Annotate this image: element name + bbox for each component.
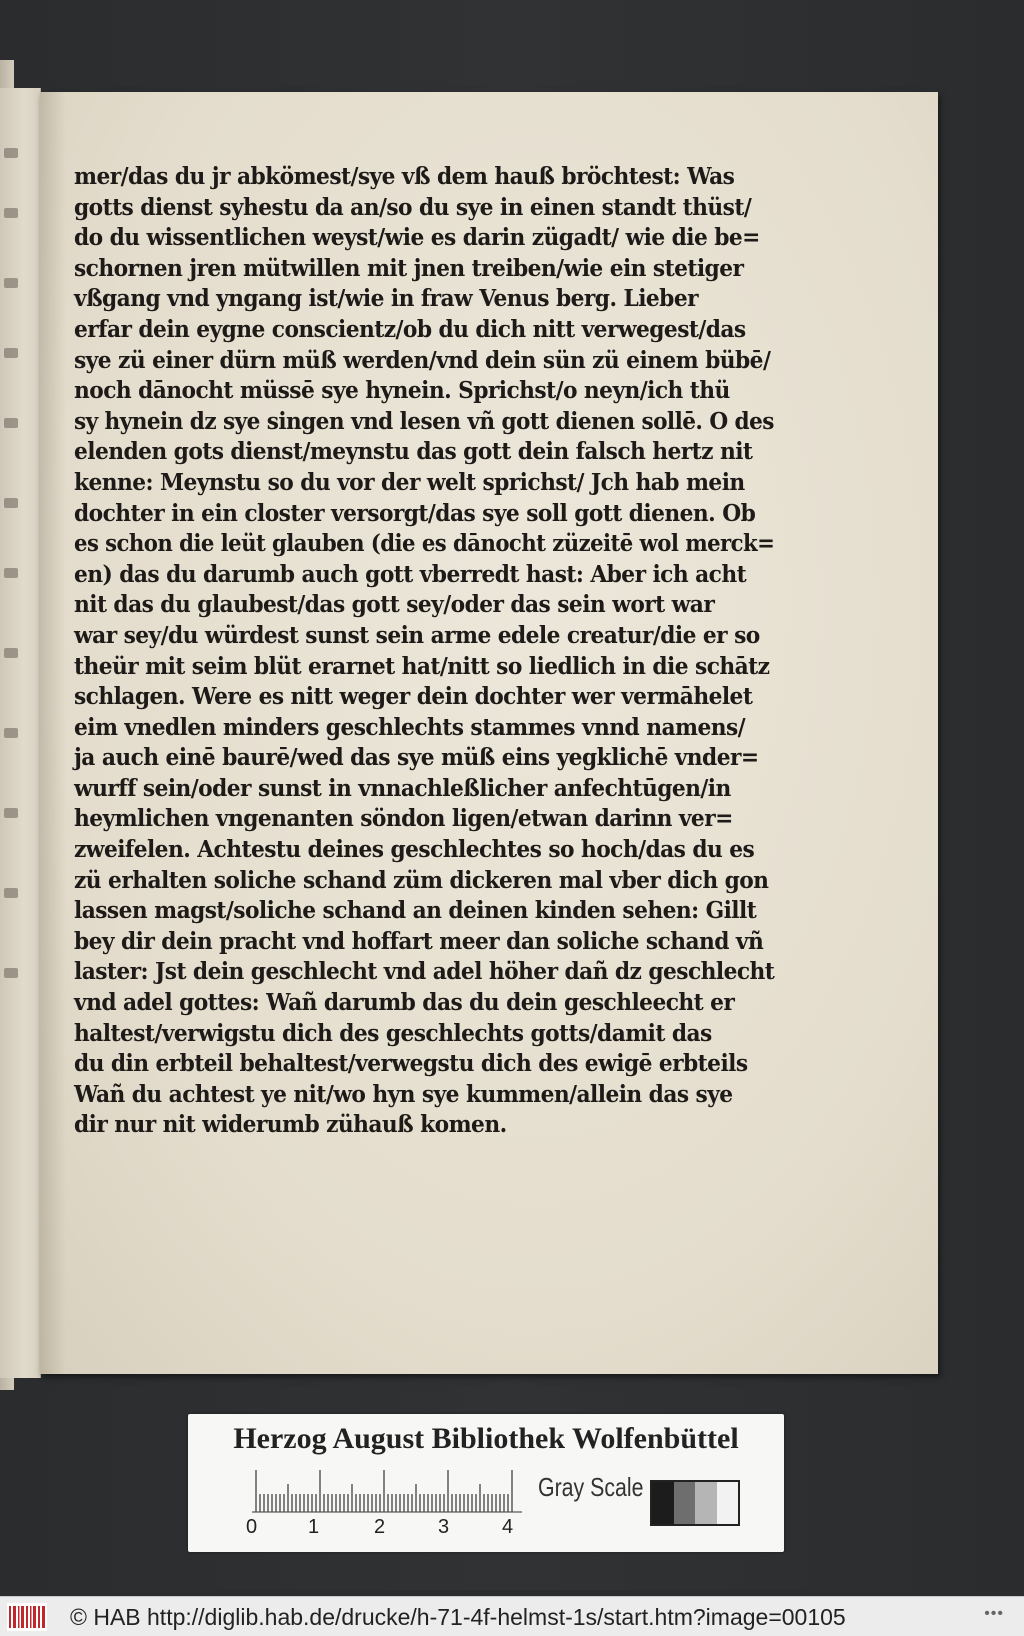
text-line: mer/das du jr abkömest/sye vß dem hauß bröchtest: Was <box>74 163 735 190</box>
book-page <box>40 92 938 1374</box>
text-line: vnd adel gottes: Wañ darumb das du dein geschleecht er <box>74 989 735 1017</box>
text-line: nit das du glaubest/das gott sey/oder das sein wort war <box>74 591 715 619</box>
gray-patch <box>652 1482 674 1524</box>
ruler-number: 0 <box>246 1516 258 1538</box>
text-line: noch dānocht müssē sye hynein. Sprichst/o neyn/ich thü <box>74 377 730 405</box>
text-line: sy hynein dz sye singen vnd lesen vñ gott dienen sollē. O des <box>74 407 774 435</box>
ruler-scale-icon <box>252 1466 522 1514</box>
text-line: bey dir dein pracht vnd hoffart meer dan soliche schand vñ <box>74 927 764 955</box>
text-line: heymlichen vngenanten söndon ligen/etwan darinn ver= <box>74 805 733 833</box>
text-line: wurff sein/oder sunst in vnnachleßlicher anfechtūgen/in <box>74 774 731 802</box>
gray-scale-label: Gray Scale <box>538 1472 644 1502</box>
source-url-link[interactable]: © HAB http://diglib.hab.de/drucke/h-71-4f-helmst-1s/start.htm?image=00105 <box>70 1603 846 1630</box>
text-line: haltest/verwigstu dich des geschlechts gotts/damit das <box>74 1019 712 1047</box>
gray-scale-patches <box>650 1480 740 1526</box>
text-line: gotts dienst syhestu da an/so du sye in einen standt thüst/ <box>74 193 752 221</box>
text-line: erfar dein eygne conscientz/ob du dich nitt verwegest/das <box>74 315 746 343</box>
library-name: Herzog August Bibliothek Wolfenbüttel <box>233 1422 739 1455</box>
adjacent-page-sliver <box>0 88 41 1378</box>
gray-patch <box>717 1482 739 1524</box>
text-line: schornen jren mütwillen mit jnen treiben/wie ein stetiger <box>74 254 744 282</box>
ruler-number: 2 <box>374 1516 386 1538</box>
text-line: elenden gots dienst/meynstu das gott dein falsch hertz nit <box>74 438 753 466</box>
color-calibration-card <box>188 1414 784 1552</box>
text-line: zweifelen. Achtestu deines geschlechtes so hoch/das du es <box>74 836 755 864</box>
text-line: dir nur nit widerumb zühauß komen. <box>74 1111 507 1139</box>
text-line: sye zü einer dürn müß werden/vnd dein sün zü einem bübē/ <box>74 346 771 374</box>
ruler-number: 1 <box>308 1516 320 1538</box>
gray-patch <box>674 1482 696 1524</box>
gray-patch <box>695 1482 717 1524</box>
text-line: laster: Jst dein geschlecht vnd adel höher dañ dz geschlecht <box>74 958 775 986</box>
ruler-number: 4 <box>502 1516 514 1538</box>
text-line: theür mit seim blüt erarnet hat/nitt so liedlich in die schātz <box>74 652 770 680</box>
text-line: ja auch einē baurē/wed das sye müß eins yegklichē vnder= <box>74 744 759 772</box>
page-text <box>74 162 814 1141</box>
text-line: en) das du darumb auch gott vberredt hast: Aber ich acht <box>74 560 747 588</box>
text-line: eim vnedlen minders geschlechts stammes vnnd namens/ <box>74 713 746 741</box>
text-line: Wañ du achtest ye nit/wo hyn sye kummen/allein das sye <box>74 1080 733 1108</box>
text-line: du din erbteil behaltest/verwegstu dich des ewigē erbteils <box>74 1050 748 1078</box>
text-line: war sey/du würdest sunst sein arme edele creatur/die er so <box>74 621 760 649</box>
text-line: vßgang vnd yngang ist/wie in fraw Venus berg. Lieber <box>74 285 698 313</box>
page-gutter-shadow <box>40 92 66 1374</box>
more-icon[interactable]: ••• <box>984 1605 1004 1622</box>
ruler-number: 3 <box>438 1516 450 1538</box>
text-line: dochter in ein closter versorgt/das sye soll gott dienen. Ob <box>74 499 756 527</box>
text-line: schlagen. Were es nitt weger dein dochter wer vermāhelet <box>74 683 753 711</box>
text-line: es schon die leüt glauben (die es dānocht züzeitē wol merck= <box>74 530 775 558</box>
text-line: lassen magst/soliche schand an deinen kinden sehen: Gillt <box>74 897 757 925</box>
footer-bar <box>0 1596 1024 1636</box>
hab-barcode-logo-icon[interactable] <box>4 1602 50 1632</box>
text-line: do du wissentlichen weyst/wie es darin zügadt/ wie die be= <box>74 224 760 252</box>
text-line: zü erhalten soliche schand züm dickeren mal vber dich gon <box>74 866 769 894</box>
text-line: kenne: Meynstu so du vor der welt sprichst/ Jch hab mein <box>74 468 745 496</box>
